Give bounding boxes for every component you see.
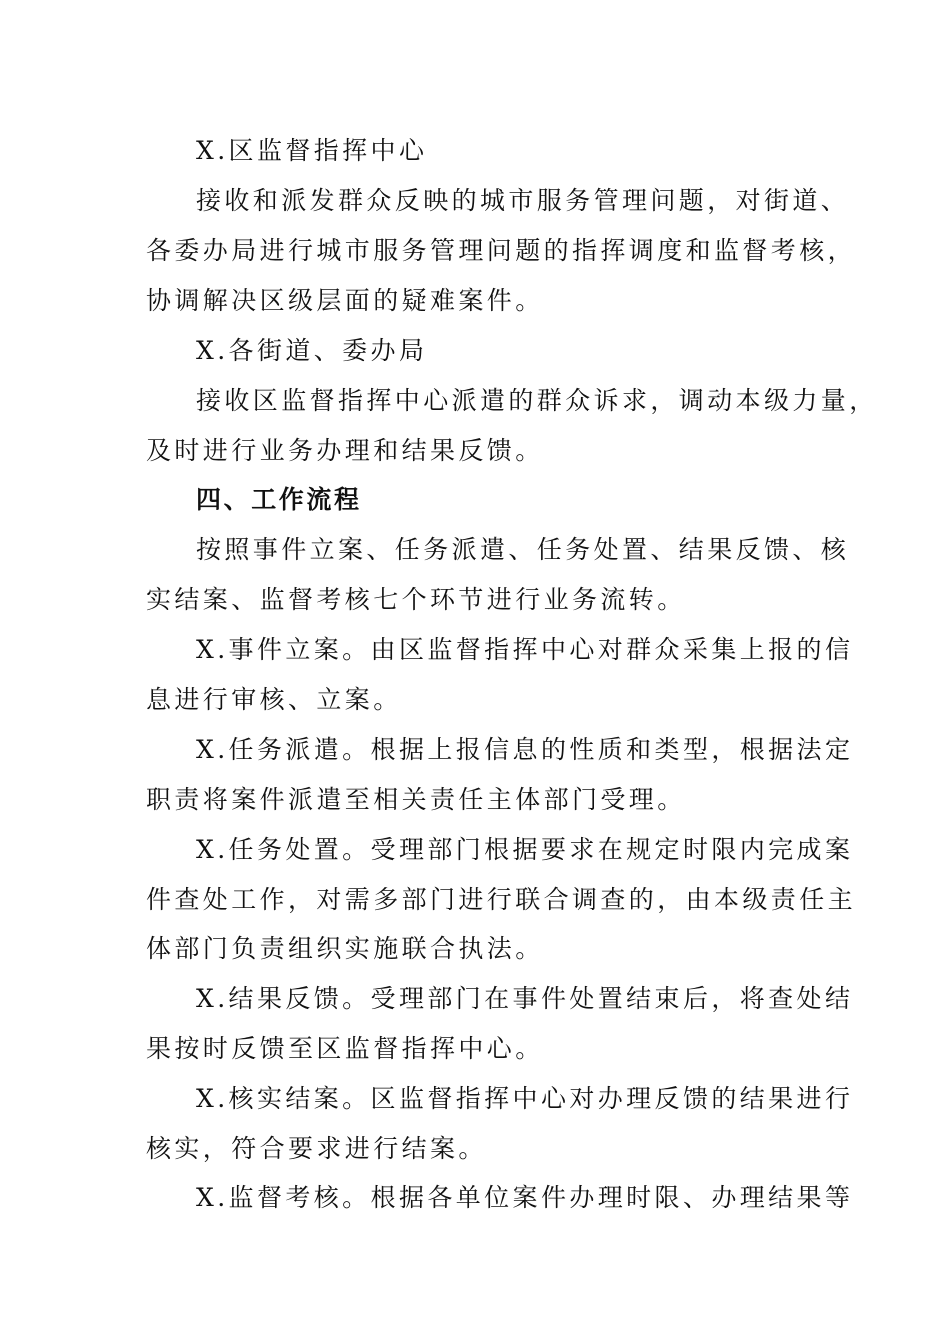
paragraph-line: 息进行审核、立案。 [146, 685, 402, 714]
paragraph-line: X.结果反馈。受理部门在事件处置结束后，将查处结 [196, 984, 854, 1013]
paragraph-line: X.任务处置。受理部门根据要求在规定时限内完成案 [196, 835, 854, 864]
paragraph-line: X.监督考核。根据各单位案件办理时限、办理结果等 [196, 1183, 854, 1212]
paragraph-line: 按照事件立案、任务派遣、任务处置、结果反馈、核 [196, 535, 850, 564]
paragraph-line: X.事件立案。由区监督指挥中心对群众采集上报的信 [196, 635, 854, 664]
paragraph-line: 果按时反馈至区监督指挥中心。 [146, 1034, 544, 1063]
paragraph-line: 协调解决区级层面的疑难案件。 [146, 286, 544, 315]
paragraph-line: 体部门负责组织实施联合执法。 [146, 934, 544, 963]
paragraph-line: 接收和派发群众反映的城市服务管理问题，对街道、 [196, 186, 850, 215]
paragraph-line: X.核实结案。区监督指挥中心对办理反馈的结果进行 [196, 1084, 854, 1113]
paragraph-line: 实结案、监督考核七个环节进行业务流转。 [146, 585, 686, 614]
paragraph-line: 职责将案件派遣至相关责任主体部门受理。 [146, 785, 686, 814]
paragraph-line: 件查处工作，对需多部门进行联合调查的，由本级责任主 [146, 885, 857, 914]
paragraph-line: X.任务派遣。根据上报信息的性质和类型，根据法定 [196, 735, 854, 764]
paragraph-line: 接收区监督指挥中心派遣的群众诉求，调动本级力量， [196, 386, 878, 415]
paragraph-line: 核实，符合要求进行结案。 [146, 1134, 487, 1163]
section-heading-workflow: 四、工作流程 [196, 485, 362, 514]
paragraph-line: 各委办局进行城市服务管理问题的指挥调度和监督考核， [146, 236, 857, 265]
section-title-streets-bureaus: X.各街道、委办局 [196, 336, 428, 365]
section-title-district-center: X.区监督指挥中心 [196, 136, 428, 165]
paragraph-line: 及时进行业务办理和结果反馈。 [146, 436, 544, 465]
